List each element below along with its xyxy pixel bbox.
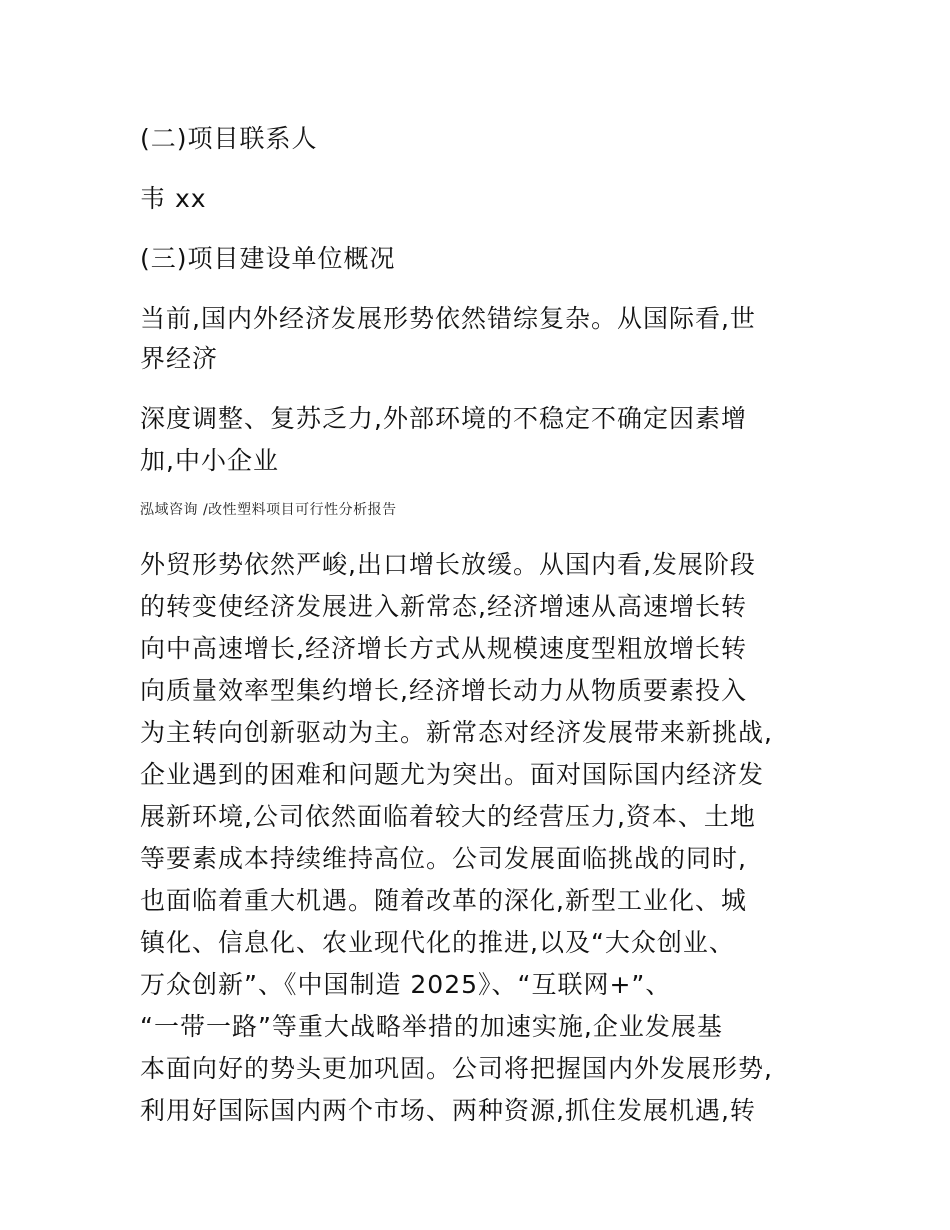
body-line: 展新环境,公司依然面临着较大的经营压力,资本、土地	[140, 802, 756, 831]
body-line: 向质量效率型集约增长,经济增长动力从物质要素投入	[140, 676, 747, 705]
paragraph-1-line-1: 当前,国内外经济发展形势依然错综复杂。从国际看,世	[140, 304, 756, 333]
body-line: 外贸形势依然严峻,出口增长放缓。从国内看,发展阶段	[140, 550, 756, 579]
contact-name: 韦 xx	[140, 184, 207, 213]
body-line: 万众创新”、《中国制造 2025》、“互联网+”、	[140, 970, 672, 999]
section-heading-contact: (二)项目联系人	[140, 124, 318, 153]
body-line: 本面向好的势头更加巩固。公司将把握国内外发展形势,	[140, 1054, 773, 1083]
body-line: 等要素成本持续维持高位。公司发展面临挑战的同时,	[140, 844, 747, 873]
paragraph-2-line-1: 深度调整、复苏乏力,外部环境的不稳定不确定因素增	[140, 404, 747, 433]
body-line: 向中高速增长,经济增长方式从规模速度型粗放增长转	[140, 634, 747, 663]
paragraph-2-line-2: 加,中小企业	[140, 446, 279, 475]
section-heading-unit: (三)项目建设单位概况	[140, 244, 396, 273]
paragraph-1-line-2: 界经济	[140, 344, 219, 373]
body-line: 的转变使经济发展进入新常态,经济增速从高速增长转	[140, 592, 747, 621]
running-header: 泓域咨询 /改性塑料项目可行性分析报告	[140, 502, 397, 518]
body-line: 企业遇到的困难和问题尤为突出。面对国际国内经济发	[140, 760, 765, 789]
body-line: 利用好国际国内两个市场、两种资源,抓住发展机遇,转	[140, 1096, 756, 1125]
body-line: “一带一路”等重大战略举措的加速实施,企业发展基	[140, 1012, 723, 1041]
body-line: 为主转向创新驱动为主。新常态对经济发展带来新挑战,	[140, 718, 773, 747]
body-line: 镇化、信息化、农业现代化的推进,以及“大众创业、	[140, 928, 735, 957]
body-line: 也面临着重大机遇。随着改革的深化,新型工业化、城	[140, 886, 747, 915]
